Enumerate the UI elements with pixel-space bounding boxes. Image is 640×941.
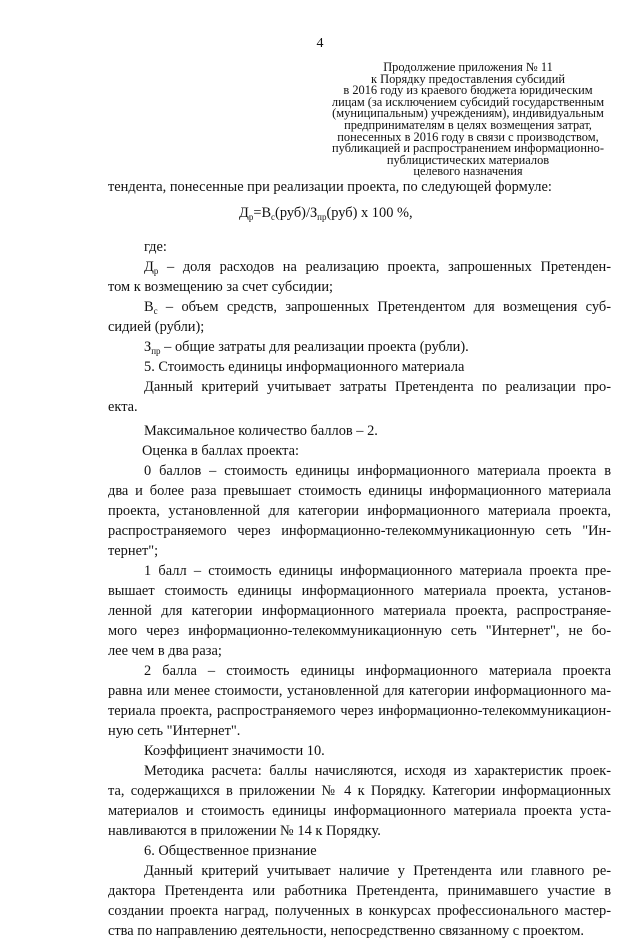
- header-line: предпринимателям в целях возмещения затрат,: [344, 117, 592, 132]
- def-b-symbol: В: [144, 299, 154, 315]
- header-line: целевого назначения: [413, 164, 523, 179]
- s5-zero-line: два и более раза превышает стоимость единицы информационного материала: [108, 483, 611, 499]
- s5-two-line: равна или менее стоимости, установленной для категории информационного ма-: [108, 683, 611, 699]
- formula-tail: (руб) х 100 %,: [326, 205, 413, 221]
- s5-coefficient: Коэффициент значимости 10.: [144, 743, 325, 759]
- s6-paragraph-line: создании проекта наград, полученных в конкурсах профессионального мастер-: [108, 903, 611, 919]
- definition-b: [108, 297, 611, 317]
- formula-z-sub: пр: [317, 212, 327, 222]
- section-5-title: 5. Стоимость единицы информационного материала: [144, 359, 465, 375]
- def-z-symbol: З: [144, 339, 152, 355]
- header-line: лицам (за исключением субсидий государственным: [331, 94, 605, 109]
- s6-paragraph-line: ства по направлению деятельности, непосредственно связанному с проектом.: [108, 923, 584, 939]
- s5-paragraph-line: Данный критерий учитывает затраты Претендента по реализации про-: [144, 379, 611, 395]
- s6-paragraph-line: дактора Претендента или работника Претендента, принимавшего участие в: [108, 883, 611, 899]
- formula-eq: =В: [253, 205, 272, 221]
- appendix-header: [318, 62, 618, 178]
- definition-b-cont: сидией (рубли);: [108, 319, 205, 335]
- header-line: в 2016 году из краевого бюджета юридическим: [343, 83, 593, 98]
- s5-one-line: 1 балл – стоимость единицы информационного материала проекта пре-: [144, 563, 611, 579]
- intro-line: тендента, понесенные при реализации проекта, по следующей формуле:: [108, 179, 552, 195]
- section-6-title: 6. Общественное признание: [144, 843, 317, 859]
- s5-two-line: ную сеть "Интернет".: [108, 723, 241, 739]
- document-body: [108, 177, 611, 941]
- s5-zero-line: 0 баллов – стоимость единицы информационного материала проекта в: [144, 463, 611, 479]
- s5-zero-line: распространяемого через информационно-телекоммуникационную сеть "Ин-: [108, 523, 611, 539]
- s5-one-line: вышает стоимость единицы информационного материала проекта, установ-: [108, 583, 611, 599]
- def-d-text: – доля расходов на реализацию проекта, запрошенных Претенден-: [158, 259, 611, 275]
- definition-d: [108, 257, 611, 277]
- header-line: (муниципальным) учреждениям), индивидуальным: [332, 106, 604, 121]
- s5-one-line: ленной для категории информационного материала проекта, распространяе-: [108, 603, 611, 619]
- s6-paragraph-line: Данный критерий учитывает наличие у Претендента или главного ре-: [144, 863, 611, 879]
- formula-lhs: Д: [239, 205, 249, 221]
- s5-two-line: 2 балла – стоимость единицы информационного материала проекта: [144, 663, 611, 679]
- formula-b-sub: с: [271, 212, 276, 222]
- s5-zero-line: тернет";: [108, 543, 159, 559]
- s5-paragraph-line: екта.: [108, 399, 138, 415]
- s5-method-line: та, содержащихся в приложении № 4 к Порядку. Категории информационных: [108, 783, 611, 799]
- def-b-sub: с: [153, 306, 158, 316]
- page-number: 4: [316, 36, 324, 51]
- s5-method-line: Методика расчета: баллы начисляются, исходя из характеристик проек-: [144, 763, 611, 779]
- s5-one-line: мого через информационно-телекоммуникационную сеть "Интернет", не бо-: [108, 623, 611, 639]
- s5-method-line: материалов и стоимость единицы информационного материала проекта уста-: [108, 803, 611, 819]
- formula-lhs-sub: р: [248, 212, 254, 222]
- s5-grading-label: Оценка в баллах проекта:: [142, 443, 300, 459]
- def-d-symbol: Д: [144, 259, 154, 275]
- header-line: публицистических материалов: [386, 152, 550, 167]
- definition-d-cont: том к возмещению за счет субсидии;: [108, 279, 334, 295]
- header-line: понесенных в 2016 году в связи с производством,: [337, 129, 599, 144]
- s5-two-line: териала проекта, распространяемого через информационно-телекоммуникацион-: [108, 703, 611, 719]
- s5-zero-line: проекта, установленной для категории информационного материала проекта,: [108, 503, 611, 519]
- s5-method-line: навливаются в приложении № 14 к Порядку.: [108, 823, 381, 839]
- formula: [108, 203, 611, 223]
- def-z-sub: пр: [151, 346, 161, 356]
- definition-z: [108, 337, 611, 357]
- def-d-sub: р: [153, 266, 159, 276]
- header-line: к Порядку предоставления субсидий: [371, 71, 565, 86]
- def-b-text: – объем средств, запрошенных Претендентом для возмещения суб-: [157, 299, 611, 315]
- header-line: публикацией и распространением информационно-: [332, 141, 604, 156]
- formula-mid: (руб)/З: [275, 205, 318, 221]
- header-line: Продолжение приложения № 11: [383, 60, 553, 74]
- s5-one-line: лее чем в два раза;: [108, 643, 222, 659]
- def-z-text: – общие затраты для реализации проекта (рубли).: [160, 339, 469, 355]
- where-label: где:: [144, 239, 167, 255]
- s5-max-points: Максимальное количество баллов – 2.: [144, 423, 378, 439]
